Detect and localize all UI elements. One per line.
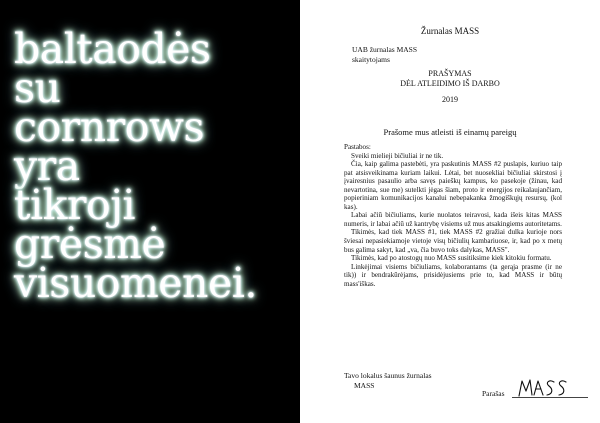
slogan-line: cornrows [14,103,205,151]
notes-paragraph: Tikimės, kad tiek MASS #1, tiek MASS #2 gražiai dulka kurioje nors šviesai nepasiekiamoje vietoje visų bičiulių kambariuose, ir, kad po x metų bus galima sakyt, kad „va, čia buvo toks dalykas, MASS". [344,228,562,254]
closing-signoff: MASS [354,381,375,390]
addressee-line: UAB žurnalas MASS [352,45,417,54]
letterhead-title: Žurnalas MASS [420,26,480,36]
slogan-line: baltaodės [14,25,211,73]
slogan-line: yra [14,142,80,190]
handwritten-signature [516,376,568,398]
slogan-line: visuomenei. [14,259,257,307]
request-line: Prašome mus atleisti iš einamų pareigų [383,127,517,137]
heading-line: DĖL ATLEIDIMO IŠ DARBO [400,78,500,88]
document-heading [300,69,600,88]
addressee-block [352,45,552,64]
closing-block [344,371,484,391]
glowing-slogan [14,25,298,307]
addressee-line: skaitytojams [352,54,390,64]
right-page [300,0,600,423]
document-year: 2019 [442,95,458,104]
notes-paragraph: Linkėjimai visiems bičiuliams, kolaborantams (ta gerąja prasme (ir ne tik)) ir bendrakūrėjams, prisidėjusiems prie to, kad MASS ir būtų mass'iškas. [344,262,562,288]
notes-body [344,143,562,288]
heading-line: PRAŠYMAS [428,69,472,78]
slogan-line: tikroji [14,181,136,229]
signature-row [482,376,592,400]
slogan-line: su [14,64,61,112]
closing-line: Tavo lokalus šaunus žurnalas [344,371,432,380]
notes-paragraph: Labai ačiū bičiuliams, kurie nuolatos teiravosi, kada išeis kitas MASS numeris, ir labai ačiū už kantrybę visiems už mus atsakingiems autoritetams. [344,211,562,228]
notes-paragraph: Čia, kaip galima pastebėti, yra paskutinis MASS #2 puslapis, kuriuo taip pat atsisveikinama kuriam laikui. Lėtai, bet nuosekliai bičiuliai skirstosi į įvairesnius pasaulio arba savęs paieškų kampus, ko pasekoje (žinau, kad nevartotina, sue me) sutelkti jėgas šiam, proto ir energijos reikalaujančiam, popieriniam komunikacijos kanalui nebepakanka žmogiškųjų resursų, (kol kas). [344,160,562,211]
signature-label: Parašas [482,389,505,398]
slogan-line: grėsmė [14,220,166,268]
notes-paragraph: Tikimės, kad po atostogų nuo MASS susitiksime kiek kitokiu formatu. [351,254,552,263]
notes-paragraph: Sveiki mielieji bičiuliai ir ne tik. [351,151,444,160]
signature-line [512,397,588,398]
notes-label: Pastabos: [344,143,371,151]
